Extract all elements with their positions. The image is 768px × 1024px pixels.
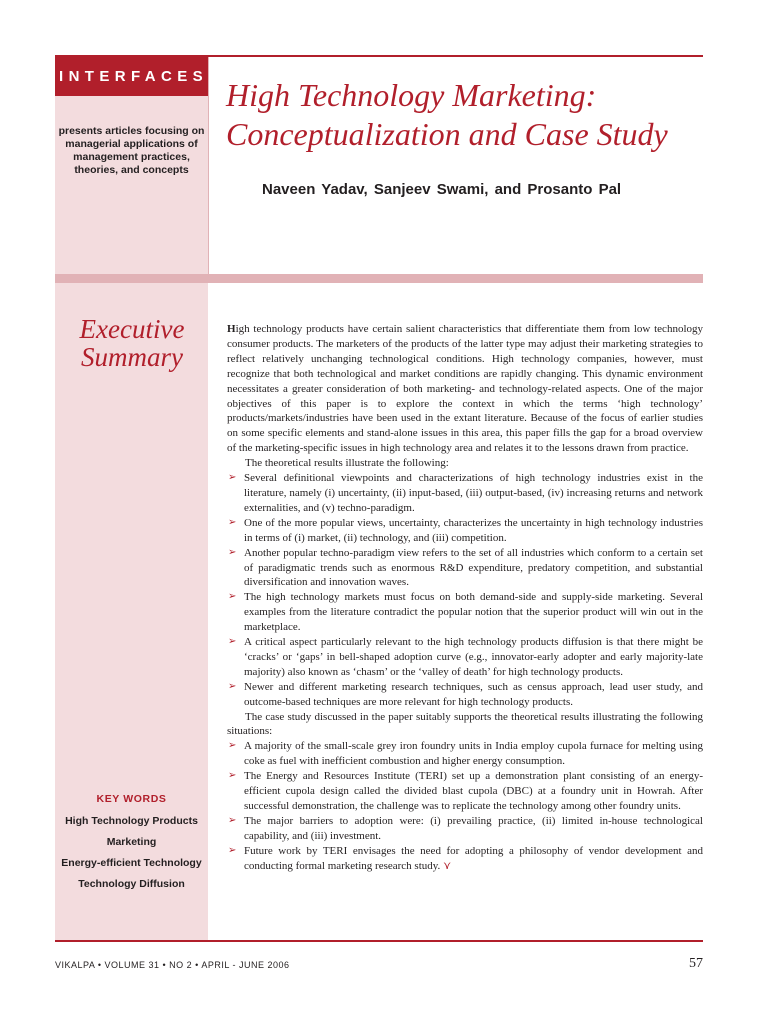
article-title xyxy=(226,76,696,154)
interfaces-logo: INTERFACES xyxy=(55,57,208,96)
list-item: ➢ The high technology markets must focus on both demand-side and supply-side marketing. Several examples from the literature contradict the popular notion that the superior product will win out in the marketplace. xyxy=(228,591,703,634)
keyword: Marketing xyxy=(106,836,157,848)
section-heading: Executive Summary xyxy=(79,314,185,372)
arrowhead-bullet-icon: ➢ xyxy=(228,740,237,752)
arrowhead-bullet-icon: ➢ xyxy=(228,844,237,856)
arrowhead-bullet-icon: ➢ xyxy=(228,770,237,782)
arrowhead-bullet-icon: ➢ xyxy=(228,680,237,692)
list-item: ➢ A critical aspect particularly relevant to the high technology products diffusion is that there might be ‘cracks’ or ‘gaps’ in bell-shaped adoption curve (e.g., innovator-early adopter and early majority-late majority) also known as ‘chasm’ or the ‘valley of death’ for high technology products. xyxy=(228,636,703,678)
title-line-2: Conceptualization and Case Study xyxy=(226,116,668,152)
list-item: ➢ The major barriers to adoption were: (i) prevailing practice, (ii) limited in-house technological capability, and (iii) investment. xyxy=(228,814,703,842)
theory-intro: The theoretical results illustrate the following: xyxy=(245,457,449,470)
keywords-heading: KEY WORDS xyxy=(96,793,167,805)
arrowhead-bullet-icon: ➢ xyxy=(228,516,237,528)
page-number: 57 xyxy=(689,956,703,971)
title-line-1: High Technology Marketing: xyxy=(226,77,597,113)
keywords-list xyxy=(58,815,205,899)
arrowhead-bullet-icon: ➢ xyxy=(228,546,237,558)
theory-list xyxy=(227,471,703,710)
list-item: ➢ One of the more popular views, uncertainty, characterizes the uncertainty in high technology industries in terms of (i) market, (ii) technology, and (iii) competition. xyxy=(228,516,703,544)
list-item: ➢ Several definitional viewpoints and characterizations of high technology industries exist in the literature, namely (i) uncertainty, (ii) input-based, (iii) output-based, (iv) increasing returns and network externalities, and (v) techno-paradigm. xyxy=(228,472,703,514)
case-list xyxy=(227,739,703,873)
authors: Naveen Yadav, Sanjeev Swami, and Prosanto Pal xyxy=(262,181,622,198)
list-item: ➢ A majority of the small-scale grey iron foundry units in India employ cupola furnace for melting using coke as fuel with inefficient combustion and higher energy consumption. xyxy=(228,740,703,768)
arrowhead-bullet-icon: ➢ xyxy=(228,636,237,648)
list-item: ➢ Another popular techno-paradigm view refers to the set of all industries which conform to a certain set of paradigmatic trends such as enormous R&D expenditure, predatory competition, and substantial diversification and innovation waves. xyxy=(228,546,703,589)
journal-footer: VIKALPA • VOLUME 31 • NO 2 • APRIL - JUNE 2006 xyxy=(55,960,290,970)
v-end-mark-icon: ⋎ xyxy=(443,858,452,872)
bottom-rule xyxy=(55,940,703,942)
arrowhead-bullet-icon: ➢ xyxy=(228,472,237,484)
tagline: presents articles focusing on managerial applications of management practices, theories, and concepts xyxy=(58,125,205,176)
list-item: ➢ The Energy and Resources Institute (TERI) set up a demonstration plant consisting of an energy-efficient cupola design called the divided blast cupola (DBC) at a foundry unit in Howrah. After successful demonstration, the challenge was to replicate the technology among other foundry units. xyxy=(228,770,703,812)
keyword: High Technology Products xyxy=(65,815,198,827)
keyword: Energy-efficient Technology xyxy=(61,857,202,869)
arrowhead-bullet-icon: ➢ xyxy=(228,814,237,826)
list-item: ➢ Future work by TERI envisages the need for adopting a philosophy of vendor development and conducting formal marketing research study. ⋎ xyxy=(228,844,703,872)
section-band xyxy=(55,274,703,283)
header-divider xyxy=(208,57,209,274)
arrowhead-bullet-icon: ➢ xyxy=(228,591,237,603)
keyword: Technology Diffusion xyxy=(78,878,185,890)
list-item: ➢ Newer and different marketing research techniques, such as census approach, lead user study, and outcome-based techniques are more relevant for high technology products. xyxy=(228,680,703,708)
case-intro: The case study discussed in the paper suitably supports the theoretical results illustrating the following situations: xyxy=(227,710,703,738)
lead-letter: H xyxy=(227,323,236,335)
intro-paragraph: High technology products have certain salient characteristics that differentiate them from low technology consumer products. The marketers of the products of the latter type may adjust their marketing strategies to reflect relatively unchanging technological conditions. High technology companies, however, must recognize that both technological and market conditions are rapidly changing. This dynamic environment necessitates a greater consideration of both marketing- and technology-related aspects. One of the major objectives of this paper is to explore the context in which the terms ‘high technology’ products/markets/industries have been used in the extant literature. Because of the focus of earlier studies on some specific elements and stand-alone issues in this area, this paper fills the gap for a broad overview of the marketing-specific issues in high technology area and relates it to the lessons drawn from practice. xyxy=(227,323,703,455)
executive-summary-body xyxy=(227,322,703,874)
